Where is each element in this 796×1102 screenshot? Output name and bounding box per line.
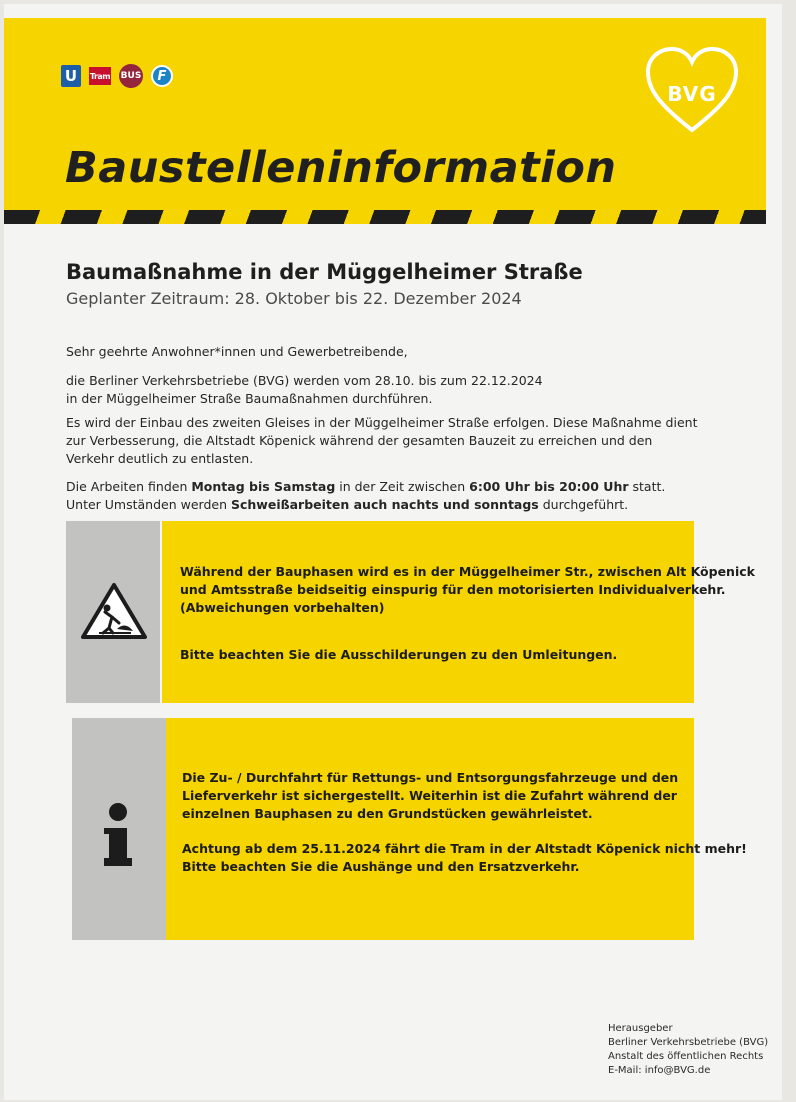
access-info-box [72, 718, 747, 940]
paragraph-1 [66, 372, 543, 408]
notice-heading: Baumaßnahme in der Müggelheimer Straße [66, 260, 583, 284]
publisher-type: Anstalt des öffentlichen Rechts [608, 1051, 764, 1062]
bvg-logo [644, 46, 740, 136]
page-title: Baustelleninformation [65, 143, 617, 193]
text-run: Die Arbeiten finden [66, 479, 192, 494]
access-info-line: Lieferverkehr ist sichergestellt. Weiterhin ist die Zufahrt während der [182, 788, 677, 803]
night-work-note: Schweißarbeiten auch nachts und sonntags [230, 497, 539, 512]
access-info-text [182, 769, 678, 823]
paragraph-2-line: Verkehr deutlich zu entlasten. [66, 451, 254, 466]
bus-icon: BUS [119, 64, 143, 88]
paragraph-3-line [66, 478, 665, 496]
paragraph-3 [66, 478, 665, 514]
paragraph-1-line: in der Müggelheimer Straße Baumaßnahmen durchführen. [66, 391, 433, 406]
tram-notice-line: Achtung ab dem 25.11.2024 fährt die Tram in der Altstadt Köpenick nicht mehr! [182, 841, 747, 856]
traffic-info-text [180, 563, 755, 617]
publisher-email: E-Mail: info@BVG.de [608, 1065, 711, 1076]
box-icon-panel [72, 718, 166, 940]
transport-modes [61, 64, 173, 88]
text-run: in der Zeit zwischen [335, 479, 470, 494]
u-bahn-icon: U [61, 65, 81, 87]
traffic-info-box [66, 521, 755, 703]
planned-period: Geplanter Zeitraum: 28. Oktober bis 22. Dezember 2024 [66, 289, 522, 308]
paragraph-2-line: zur Verbesserung, die Altstadt Köpenick während der gesamten Bauzeit zu erreichen und den [66, 433, 653, 448]
publisher-name: Berliner Verkehrsbetriebe (BVG) [608, 1037, 769, 1048]
hazard-stripes [4, 210, 766, 224]
working-hours: 6:00 Uhr bis 20:00 Uhr [469, 479, 629, 494]
box-icon-panel [66, 521, 160, 703]
publisher-info [608, 1022, 768, 1078]
detour-note: Bitte beachten Sie die Ausschilderungen zu den Umleitungen. [180, 647, 618, 662]
paragraph-2 [66, 414, 697, 468]
tram-icon: Tram [89, 67, 111, 85]
paragraph-3-line [66, 496, 665, 514]
publisher-label: Herausgeber [608, 1023, 673, 1034]
traffic-info-line: Während der Bauphasen wird es in der Müggelheimer Str., zwischen Alt Köpenick [180, 564, 755, 579]
ferry-icon: F [151, 65, 173, 87]
traffic-info-line: und Amtsstraße beidseitig einspurig für den motorisierten Individualverkehr. [180, 582, 726, 597]
construction-warning-icon [79, 581, 149, 641]
traffic-info-line: (Abweichungen vorbehalten) [180, 600, 385, 615]
tram-notice [182, 840, 747, 876]
salutation: Sehr geehrte Anwohner*innen und Gewerbetreibende, [66, 344, 408, 359]
access-info-line: einzelnen Bauphasen zu den Grundstücken gewährleistet. [182, 806, 593, 821]
working-days: Montag bis Samstag [191, 479, 336, 494]
flyer-page [4, 4, 782, 1100]
text-run: Unter Umständen werden [66, 497, 231, 512]
tram-notice-line: Bitte beachten Sie die Aushänge und den Ersatzverkehr. [182, 859, 580, 874]
text-run: statt. [628, 479, 666, 494]
access-info-line: Die Zu- / Durchfahrt für Rettungs- und Entsorgungsfahrzeuge und den [182, 770, 679, 785]
paragraph-2-line: Es wird der Einbau des zweiten Gleises in der Müggelheimer Straße erfolgen. Diese Maßnahme dient [66, 415, 698, 430]
logo-text: BVG [667, 82, 717, 106]
info-icon [100, 800, 140, 870]
paragraph-1-line: die Berliner Verkehrsbetriebe (BVG) werden vom 28.10. bis zum 22.12.2024 [66, 373, 543, 388]
text-run: durchgeführt. [538, 497, 629, 512]
header-banner [4, 18, 766, 212]
box-text-panel [166, 718, 694, 940]
